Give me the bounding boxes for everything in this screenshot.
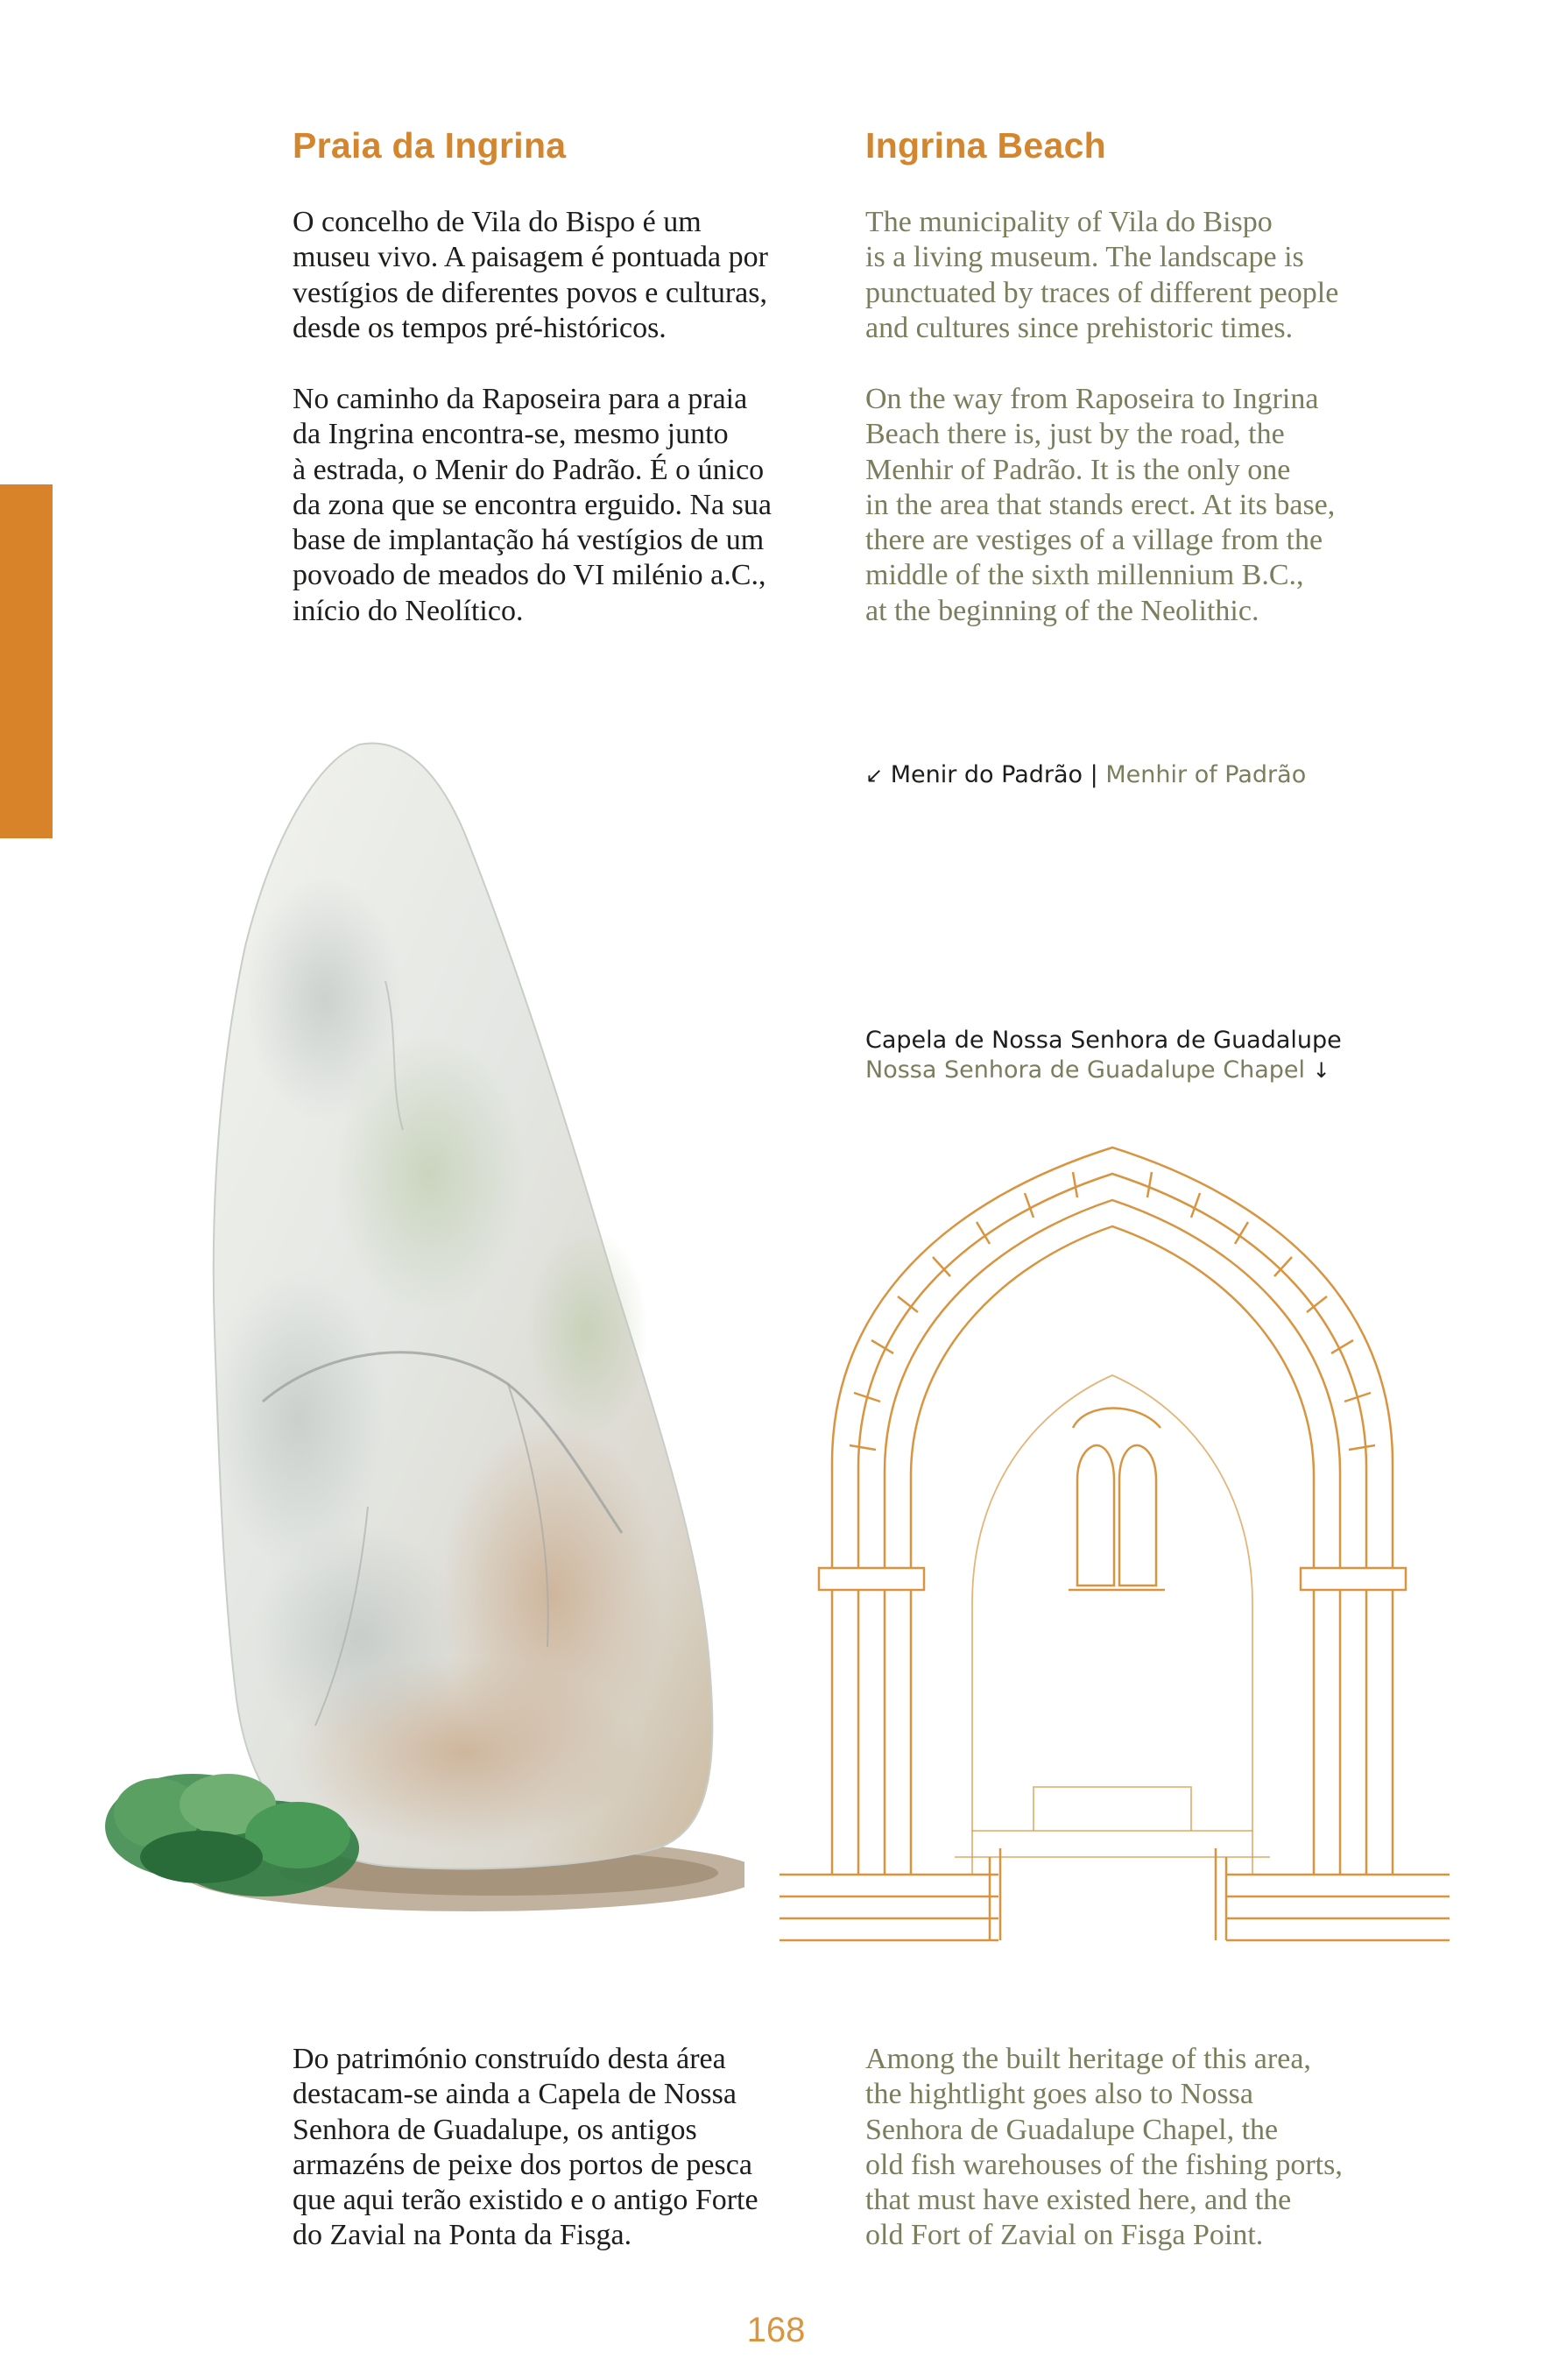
menhir-paragraph-pt: No caminho da Raposeira para a praia da Ingrina encontra-se, mesmo junto à estrada, o Menir do Padrão. É o único da zona que se encontra erguido. Na sua base de implantação há vestígios de um povoado de meados do VI milénio a.C., início do Neolítico. [293, 383, 772, 627]
chapel-caption [865, 1026, 1342, 1085]
menhir-illustration [96, 718, 744, 1953]
arrow-down-icon: ↓ [1312, 1058, 1330, 1083]
menhir-caption-pt: Menir do Padrão [890, 761, 1083, 788]
heritage-paragraph-pt: Do património construído desta área destacam-se ainda a Capela de Nossa Senhora de Guadalupe, os antigos armazéns de peixe dos portos de pesca que aqui terão existido e o antigo Forte do Zavial na Ponta da Fisga. [293, 2043, 758, 2252]
intro-paragraph-pt: O concelho de Vila do Bispo é um museu vivo. A paisagem é pontuada por vestígios de diferentes povos e culturas, desde os tempos pré-históricos. [293, 206, 768, 344]
menhir-paragraph-en: On the way from Raposeira to Ingrina Beach there is, just by the road, the Menhir of Padrão. It is the only one in the area that stands erect. At its base, there are vestiges of a village from the middle of the sixth millennium B.C., at the beginning of the Neolithic. [865, 383, 1336, 627]
heritage-paragraph-en: Among the built heritage of this area, the hightlight goes also to Nossa Senhora de Guadalupe Chapel, the old fish warehouses of the fishing ports, that must have existed here, and the old Fort of Zavial on Fisga Point. [865, 2043, 1343, 2252]
menhir-caption-en: Menhir of Padrão [1105, 761, 1307, 788]
heading-pt: Praia da Ingrina [293, 125, 567, 166]
intro-paragraph-en: The municipality of Vila do Bispo is a living museum. The landscape is punctuated by traces of different people and cultures since prehistoric times. [865, 206, 1339, 344]
chapter-side-tab [0, 484, 53, 838]
heading-en: Ingrina Beach [865, 125, 1107, 166]
chapel-caption-pt: Capela de Nossa Senhora de Guadalupe [865, 1027, 1342, 1054]
caption-separator: | [1090, 761, 1098, 788]
arrow-down-left-icon: ↙ [865, 763, 884, 787]
chapel-illustration [771, 1112, 1454, 1945]
page-number: 168 [746, 2311, 806, 2349]
menhir-caption [865, 760, 1306, 790]
chapel-caption-en: Nossa Senhora de Guadalupe Chapel [865, 1056, 1306, 1084]
